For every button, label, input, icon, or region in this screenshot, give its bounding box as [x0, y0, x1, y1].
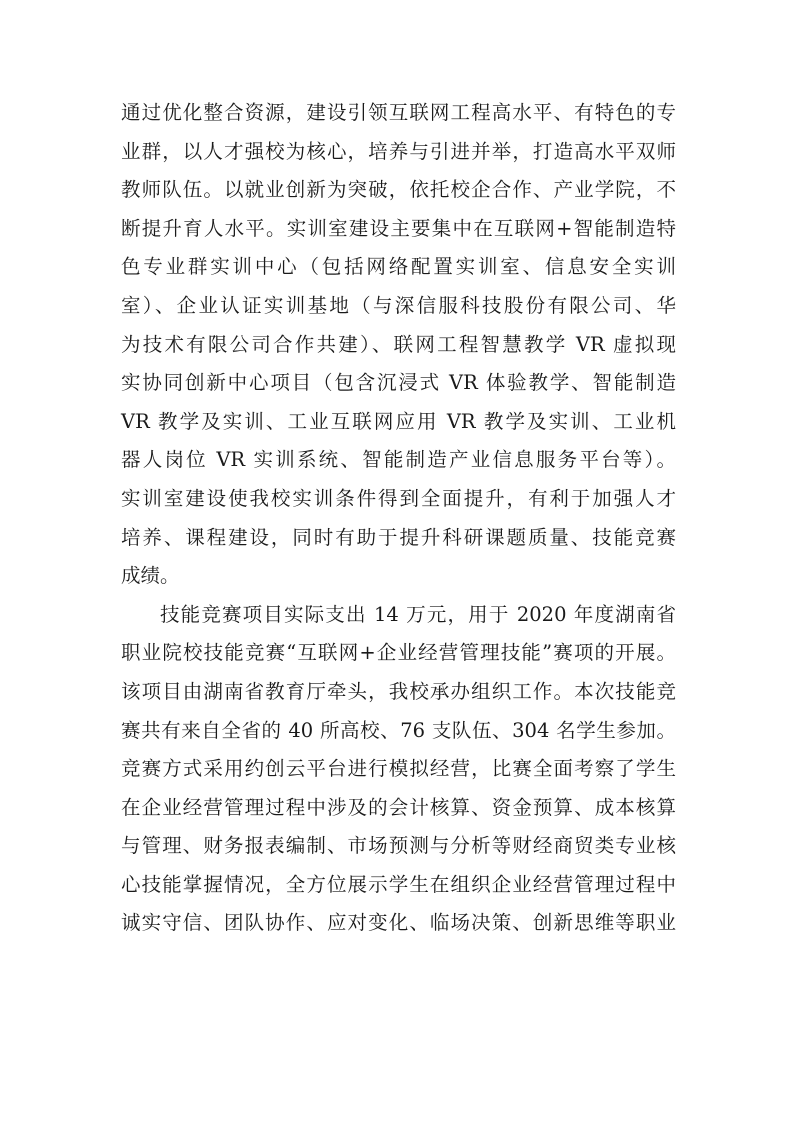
paragraph-2-line-9: 诚实守信、团队协作、应对变化、临场决策、创新思维等职业: [121, 911, 676, 935]
paragraph-2-line-2: 职业院校技能竞赛“互联网+企业经营管理技能”赛项的开展。: [121, 641, 676, 665]
paragraph-1-line-3: 教师队伍。以就业创新为突破，依托校企合作、产业学院，不: [121, 178, 676, 202]
paragraph-1-line-4: 断提升育人水平。实训室建设主要集中在互联网+智能制造特: [121, 216, 676, 240]
paragraph-2-line-4: 赛共有来自全省的 40 所高校、76 支队伍、304 名学生参加。: [121, 718, 676, 742]
paragraph-2-line-3: 该项目由湖南省教育厅牵头，我校承办组织工作。本次技能竞: [121, 679, 676, 703]
paragraph-1-line-12: 培养、课程建设，同时有助于提升科研课题质量、技能竞赛: [121, 525, 676, 549]
paragraph-2-line-1: 技能竞赛项目实际支出 14 万元，用于 2020 年度湖南省: [160, 602, 676, 626]
paragraph-1-line-8: 实协同创新中心项目（包含沉浸式 VR 体验教学、智能制造: [121, 371, 676, 395]
paragraph-2-line-8: 心技能掌握情况，全方位展示学生在组织企业经营管理过程中: [121, 872, 676, 896]
paragraph-1-line-11: 实训室建设使我校实训条件得到全面提升，有利于加强人才: [121, 486, 676, 510]
paragraph-1-line-6: 室）、企业认证实训基地（与深信服科技股份有限公司、华: [121, 293, 676, 317]
paragraph-1-line-13: 成绩。: [121, 564, 180, 588]
paragraph-1-line-1: 通过优化整合资源，建设引领互联网工程高水平、有特色的专: [121, 101, 676, 124]
body-text: [121, 94, 676, 943]
paragraph-1-line-5: 色专业群实训中心（包括网络配置实训室、信息安全实训: [121, 255, 676, 279]
paragraph-2-line-5: 竞赛方式采用约创云平台进行模拟经营，比赛全面考察了学生: [121, 757, 676, 781]
paragraph-1-line-2: 业群，以人才强校为核心，培养与引进并举，打造高水平双师: [121, 139, 676, 163]
paragraph-1-line-9: VR 教学及实训、工业互联网应用 VR 教学及实训、工业机: [121, 409, 676, 433]
paragraph-1-line-7: 为技术有限公司合作共建）、联网工程智慧教学 VR 虚拟现: [121, 332, 676, 356]
paragraph-1-line-10: 器人岗位 VR 实训系统、智能制造产业信息服务平台等）。: [121, 448, 676, 472]
paragraph-2-line-6: 在企业经营管理过程中涉及的会计核算、资金预算、成本核算: [121, 795, 676, 819]
paragraph-2-line-7: 与管理、财务报表编制、市场预测与分析等财经商贸类专业核: [121, 834, 676, 858]
